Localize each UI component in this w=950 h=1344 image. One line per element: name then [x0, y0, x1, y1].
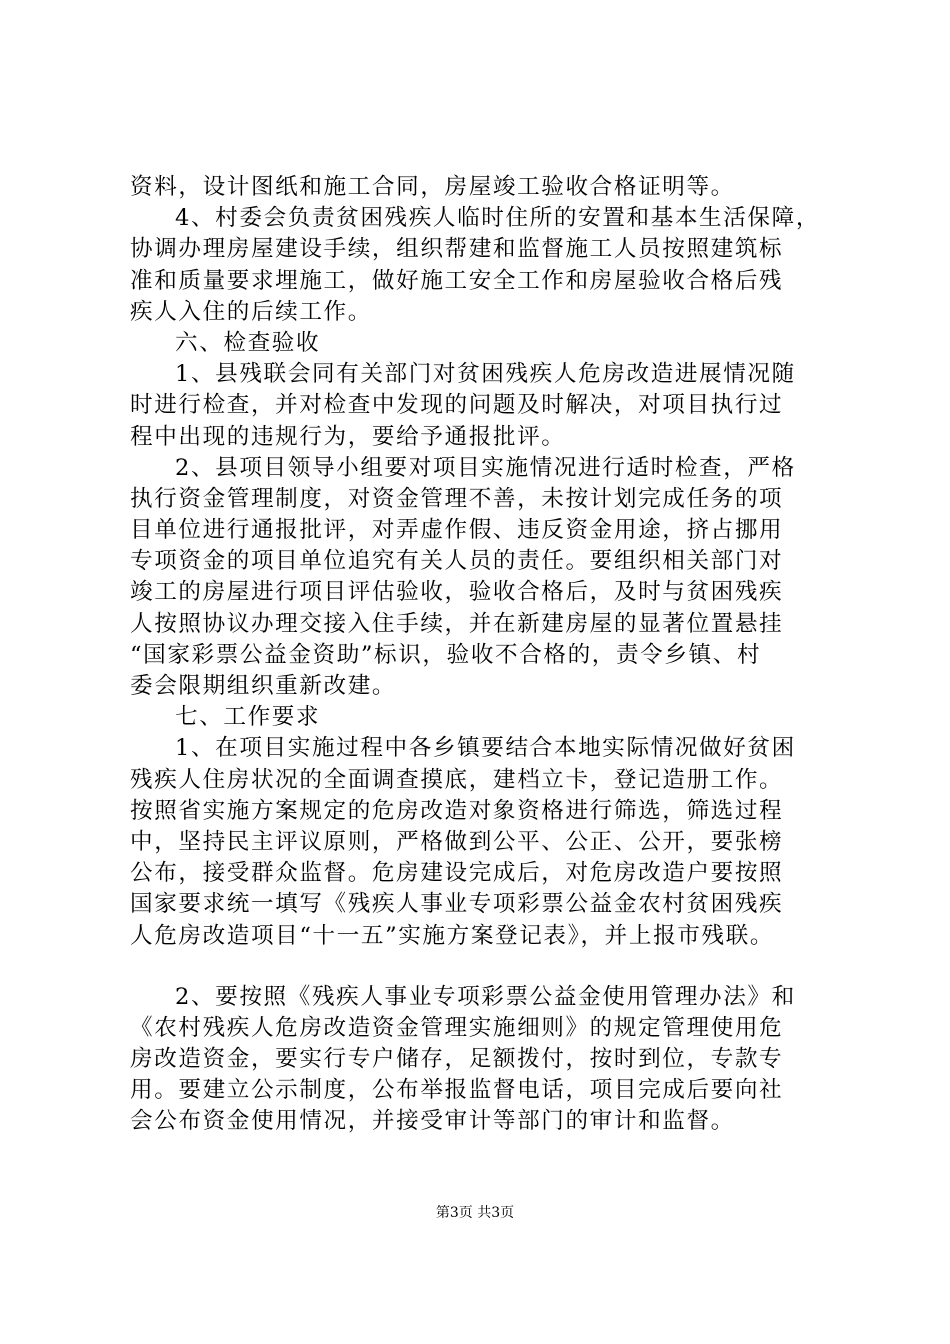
text-line: 2、要按照《残疾人事业专项彩票公益金使用管理办法》和 — [175, 983, 796, 1010]
text-line: 2、县项目领导小组要对项目实施情况进行适时检查，严格 — [175, 454, 796, 481]
text-line: “国家彩票公益金资助”标识，验收不合格的，责令乡镇、村 — [130, 641, 762, 668]
section-heading: 六、检查验收 — [175, 329, 321, 356]
document-body — [130, 172, 830, 1138]
text-line: 疾人入住的后续工作。 — [130, 298, 372, 325]
text-line: 程中出现的违规行为，要给予通报批评。 — [130, 423, 566, 450]
text-line: 中，坚持民主评议原则，严格做到公平、公正、公开，要张榜 — [130, 828, 784, 855]
text-line: 4、村委会负责贫困残疾人临时住所的安置和基本生活保障， — [175, 205, 821, 232]
text-line: 房改造资金，要实行专户储存，足额拨付，按时到位，专款专 — [130, 1046, 784, 1073]
text-line: 残疾人住房状况的全面调查摸底，建档立卡，登记造册工作。 — [130, 766, 784, 793]
section-heading: 七、工作要求 — [175, 704, 321, 731]
text-line: 1、在项目实施过程中各乡镇要结合本地实际情况做好贫困 — [175, 735, 796, 762]
text-line: 《农村残疾人危房改造资金管理实施细则》的规定管理使用危 — [130, 1014, 784, 1041]
text-line: 协调办理房屋建设手续，组织帮建和监督施工人员按照建筑标 — [130, 236, 784, 263]
text-line: 竣工的房屋进行项目评估验收，验收合格后，及时与贫困残疾 — [130, 579, 784, 606]
text-line: 公布，接受群众监督。危房建设完成后，对危房改造户要按照 — [130, 860, 784, 887]
paragraph-gap — [130, 952, 830, 982]
text-line: 专项资金的项目单位追究有关人员的责任。要组织相关部门对 — [130, 548, 784, 575]
page-number-footer: 第3页 共3页 — [435, 1205, 515, 1221]
text-line: 准和质量要求埋施工，做好施工安全工作和房屋验收合格后残 — [130, 267, 784, 294]
text-line: 按照省实施方案规定的危房改造对象资格进行筛选，筛选过程 — [130, 797, 784, 824]
text-line: 委会限期组织重新改建。 — [130, 673, 397, 699]
text-line: 人危房改造项目“十一五”实施方案登记表》，并上报市残联。 — [130, 922, 775, 949]
text-line: 会公布资金使用情况，并接受审计等部门的审计和监督。 — [130, 1108, 735, 1135]
text-line: 1、县残联会同有关部门对贫困残疾人危房改造进展情况随 — [175, 361, 796, 388]
text-line: 执行资金管理制度，对资金管理不善，未按计划完成任务的项 — [130, 485, 784, 512]
text-line: 时进行检查，并对检查中发现的问题及时解决，对项目执行过 — [130, 392, 784, 419]
text-line: 目单位进行通报批评，对弄虚作假、违反资金用途，挤占挪用 — [130, 517, 784, 544]
text-line: 用。要建立公示制度，公布举报监督电话，项目完成后要向社 — [130, 1077, 784, 1104]
text-line: 国家要求统一填写《残疾人事业专项彩票公益金农村贫困残疾 — [130, 891, 784, 918]
text-line: 资料，设计图纸和施工合同，房屋竣工验收合格证明等。 — [130, 174, 735, 200]
text-line: 人按照协议办理交接入住手续，并在新建房屋的显著位置悬挂 — [130, 610, 784, 637]
